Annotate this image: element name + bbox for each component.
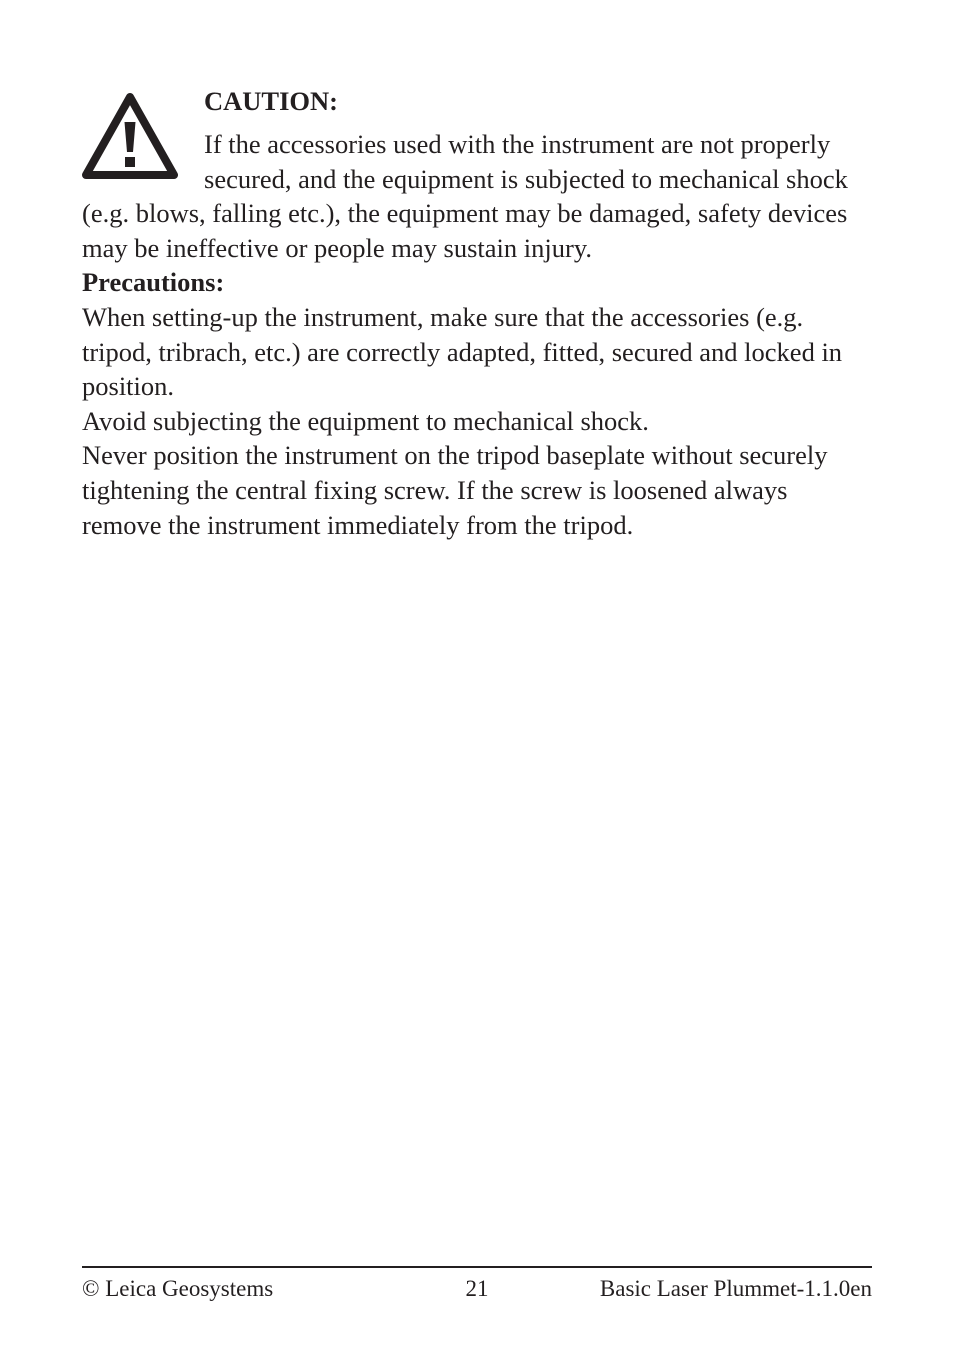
footer-document-title: Basic Laser Plummet-1.1.0en [599, 1276, 872, 1301]
caution-text: If the accessories used with the instrument are not properly secured, and the equipment is subjected to mechanical shock (e.g. blows, falling etc.), the equipment may be damaged, safety devices may be ineffective or people may sustain injury. [82, 129, 848, 263]
footer-divider [82, 1266, 872, 1268]
warning-triangle-icon [82, 92, 178, 180]
precaution-paragraph-1: When setting-up the instrument, make sure that the accessories (e.g. tripod, tribrach, etc.) are correctly adapted, fitted, secured and locked in position. [82, 301, 843, 402]
caution-title: CAUTION: [204, 86, 338, 116]
precautions-heading: Precautions: [82, 267, 225, 298]
footer-copyright: © Leica Geosystems [82, 1276, 274, 1301]
precaution-paragraph-2: Avoid subjecting the equipment to mechanical shock. [82, 405, 649, 436]
caution-block [82, 84, 872, 265]
footer-page-number: 21 [465, 1276, 489, 1301]
precaution-paragraph-3: Never position the instrument on the tripod baseplate without securely tightening the central fixing screw. If the screw is loosened always remove the instrument immediately from the tripod. [82, 440, 828, 540]
page-content [82, 84, 872, 542]
page-footer [82, 1274, 872, 1304]
